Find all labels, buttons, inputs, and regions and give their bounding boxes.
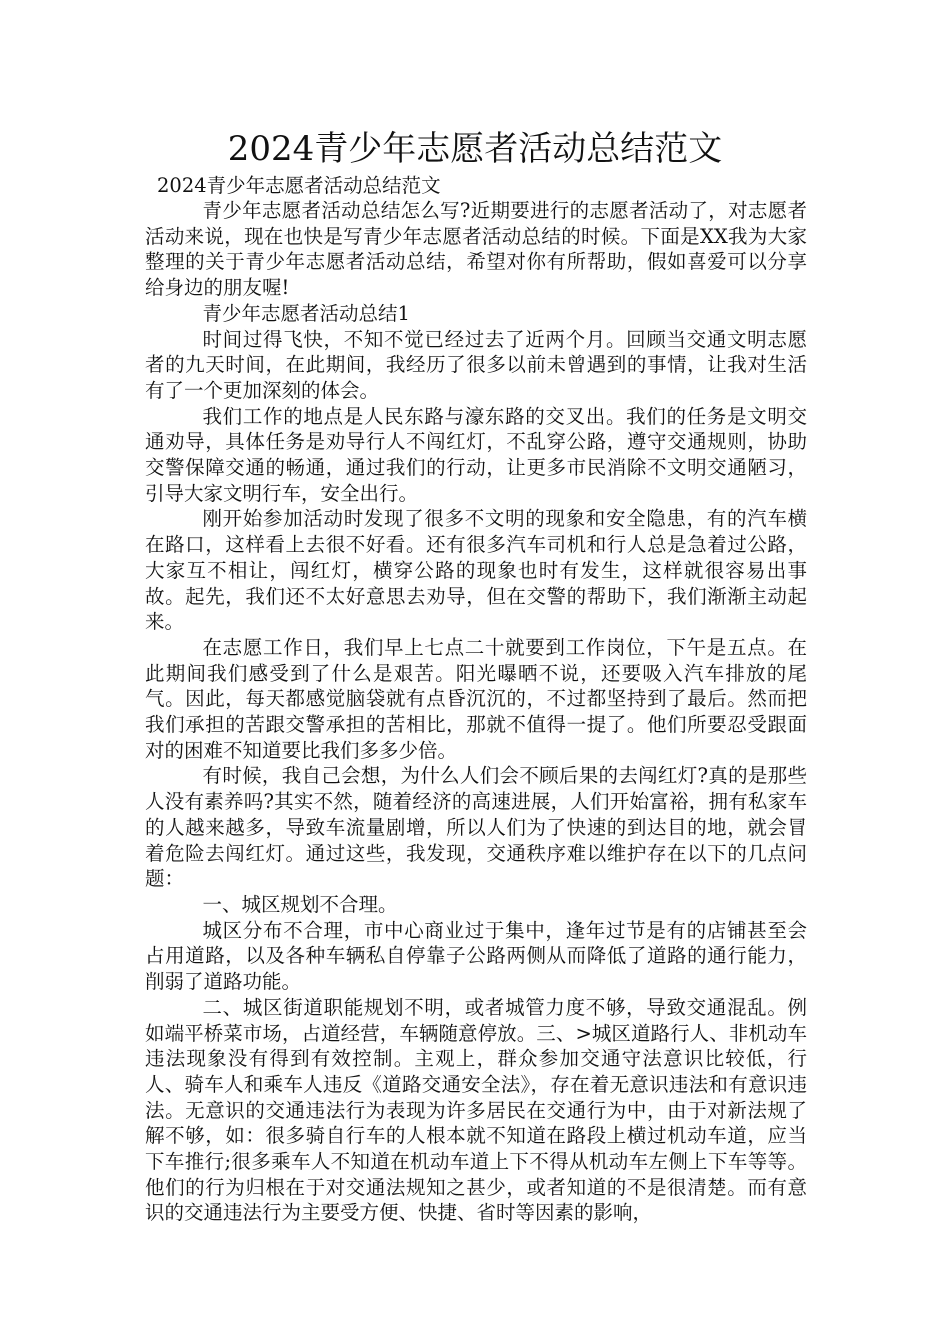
paragraph: 刚开始参加活动时发现了很多不文明的现象和安全隐患，有的汽车横在路口，这样看上去很不好看。还有很多汽车司机和行人总是急着过公路，大家互不相让，闯红灯，横穿公路的现象也时有发生，这样就很容易出事故。起先，我们还不太好意思去劝导，但在交警的帮助下，我们渐渐主动起来。 bbox=[145, 507, 807, 634]
list-heading: 一、城区规划不合理。 bbox=[202, 892, 398, 916]
paragraph: 城区分布不合理，市中心商业过于集中，逢年过节是有的店铺甚至会占用道路，以及各种车辆私自停靠子公路两侧从而降低了道路的通行能力，削弱了道路功能。 bbox=[145, 918, 807, 994]
paragraph: 青少年志愿者活动总结怎么写?近期要进行的志愿者活动了，对志愿者活动来说，现在也快是写青少年志愿者活动总结的时候。下面是XX我为大家整理的关于青少年志愿者活动总结，希望对你有所帮助，假如喜爱可以分享给身边的朋友喔! bbox=[145, 199, 807, 300]
paragraph: 时间过得飞快，不知不觉已经过去了近两个月。回顾当交通文明志愿者的九天时间，在此期间，我经历了很多以前未曾遇到的事情，让我对生活有了一个更加深刻的体会。 bbox=[145, 327, 807, 402]
paragraph: 我们工作的地点是人民东路与濠东路的交叉出。我们的任务是文明交通劝导，具体任务是劝导行人不闯红灯，不乱穿公路，遵守交通规则，协助交警保障交通的畅通，通过我们的行动，让更多市民消除不文明交通陋习，引导大家文明行车，安全出行。 bbox=[145, 404, 807, 505]
paragraph: 有时候，我自己会想，为什么人们会不顾后果的去闯红灯?真的是那些人没有素养吗?其实不然，随着经济的高速进展，人们开始富裕，拥有私家车的人越来越多，导致车流量剧增，所以人们为了快速的到达目的地，就会冒着危险去闯红灯。通过这些，我发现，交通秩序难以维护存在以下的几点问题： bbox=[145, 764, 807, 891]
paragraph: 二、城区街道职能规划不明，或者城管力度不够，导致交通混乱。例如端平桥菜市场，占道经营，车辆随意停放。三、>城区道路行人、非机动车违法现象没有得到有效控制。主观上，群众参加交通守法意识比较低，行人、骑车人和乘车人违反《道路交通安全法》，存在着无意识违法和有意识违法。无意识的交通违法行为表现为许多居民在交通行为中，由于对新法规了解不够，如：很多骑自行车的人根本就不知道在路段上横过机动车道，应当下车推行;很多乘车人不知道在机动车道上下不得从机动车左侧上下车等等。他们的行为归根在于对交通法规知之甚少，或者知道的不是很清楚。而有意识的交通违法行为主要受方便、快捷、省时等因素的影响， bbox=[145, 995, 807, 1225]
page-title: 2024青少年志愿者活动总结范文 bbox=[227, 129, 723, 169]
subtitle: 2024青少年志愿者活动总结范文 bbox=[157, 174, 441, 197]
body-text bbox=[145, 198, 807, 1226]
section-heading: 青少年志愿者活动总结1 bbox=[202, 301, 410, 325]
paragraph: 在志愿工作日，我们早上七点二十就要到工作岗位，下午是五点。在此期间我们感受到了什么是艰苦。阳光曝晒不说，还要吸入汽车排放的尾气。因此，每天都感觉脑袋就有点昏沉沉的，不过都坚持到了最后。然而把我们承担的苦跟交警承担的苦相比，那就不值得一提了。他们所要忍受跟面对的困难不知道要比我们多多少倍。 bbox=[145, 635, 807, 762]
